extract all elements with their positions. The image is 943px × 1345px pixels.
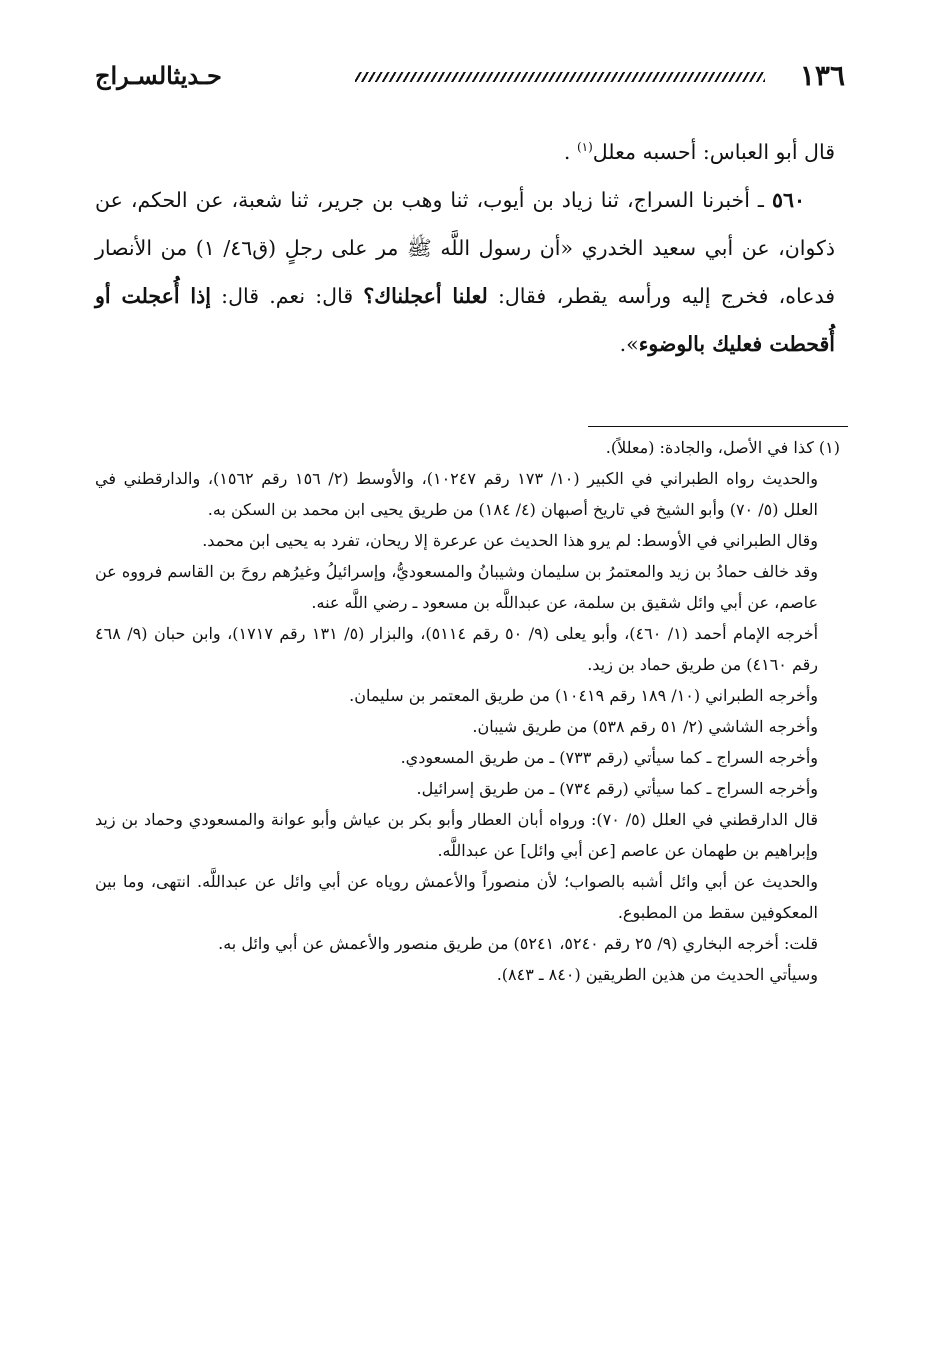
footnote-paragraph: قال الدارقطني في العلل (٥/ ٧٠): ورواه أبان العطار وأبو بكر بن عياش وأبو عوانة والمسعودي وحماد بن زيد وإبراهيم بن طهمان عن عاصم [عن أبي وائل] عن عبداللَّه. xyxy=(95,810,819,860)
running-title: حـديثالسـراج xyxy=(95,61,222,90)
footnote-ref: (١) xyxy=(576,140,593,155)
intro-text: قال أبو العباس: أحسبه معلل xyxy=(592,140,835,164)
hadith-text-part-2: قال: نعم. قال: xyxy=(210,284,364,308)
footnote-paragraph: وقد خالف حمادُ بن زيد والمعتمرُ بن سليمان وشيبانُ والمسعوديُّ، وإسرائيلُ وغيرُهم روحَ بن القاسم فرووه عن عاصم، عن أبي وائل شقيق بن سلمة، عن عبداللَّه بن مسعود ـ رضي اللَّه عنه. xyxy=(95,562,818,612)
header-divider xyxy=(355,72,765,82)
footnote-paragraph: وأخرجه السراج ـ كما سيأتي (رقم ٧٣٣) ـ من طريق المسعودي. xyxy=(400,748,818,767)
footnote-separator xyxy=(588,426,848,427)
hadith-bold-phrase-2: إذا أُعجلت أو أُقحطت فعليك بالوضوء xyxy=(95,284,835,356)
main-text xyxy=(95,128,835,368)
footnote-paragraph: والحديث عن أبي وائل أشبه بالصواب؛ لأن منصوراً والأعمش روياه عن أبي وائل عن عبداللَّه. انتهى، وما بين المعكوفين سقط من المطبوع. xyxy=(95,872,818,922)
footnote-paragraph: وأخرجه الشاشي (٢/ ٥١ رقم ٥٣٨) من طريق شيبان. xyxy=(472,717,818,736)
footnote-paragraph: قلت: أخرجه البخاري (٩/ ٢٥ رقم ٥٢٤٠، ٥٢٤١) من طريق منصور والأعمش عن أبي وائل به. xyxy=(218,934,818,953)
hadith-bold-phrase-1: لعلنا أعجلناك؟ xyxy=(363,284,488,308)
footnote-paragraph: والحديث رواه الطبراني في الكبير (١٠/ ١٧٣ رقم ١٠٢٤٧)، والأوسط (٢/ ١٥٦ رقم ١٥٦٢)، والدارقطني في العلل (٥/ ٧٠) وأبو الشيخ في تاريخ أصبهان (٤/ ١٨٤) من طريق يحيى ابن محمد بن السكن به. xyxy=(95,469,819,519)
hadith-paragraph xyxy=(95,176,835,368)
hadith-text-part-1: ـ أخبرنا السراج، ثنا زياد بن أيوب، ثنا وهب بن جرير، ثنا شعبة، عن الحكم، عن ذكوان، عن أبي سعيد الخدري «أن رسول اللَّه ﷺ مر على رجلٍ (ق٤٦/ ١) من الأنصار فدعاه، فخرج إليه ورأسه يقطر، فقال: xyxy=(95,188,836,308)
footnote-paragraph: أخرجه الإمام أحمد (١/ ٤٦٠)، وأبو يعلى (٩/ ٥٠ رقم ٥١١٤)، والبزار (٥/ ١٣١ رقم ١٧١٧)، وابن حبان (٩/ ٤٦٨ رقم ٤١٦٠) من طريق حماد بن زيد. xyxy=(95,624,819,674)
footnote-paragraph: وسيأتي الحديث من هذين الطريقين (٨٤٠ ـ ٨٤٣). xyxy=(496,965,818,984)
footnote-paragraph: وأخرجه الطبراني (١٠/ ١٨٩ رقم ١٠٤١٩) من طريق المعتمر بن سليمان. xyxy=(349,686,818,705)
hadith-number: ٥٦٠ xyxy=(771,188,805,212)
page-header xyxy=(95,58,845,98)
footnote-paragraph: وأخرجه السراج ـ كما سيأتي (رقم ٧٣٤) ـ من طريق إسرائيل. xyxy=(416,779,818,798)
footnote-paragraph: وقال الطبراني في الأوسط: لم يرو هذا الحديث عن عرعرة إلا ريحان، تفرد به يحيى ابن محمد. xyxy=(202,531,818,550)
intro-paragraph xyxy=(95,128,835,176)
page-number: ١٣٦ xyxy=(799,59,845,92)
footnote-paragraph: (١) كذا في الأصل، والجادة: (معللاً). xyxy=(605,438,840,457)
footnotes xyxy=(95,432,840,990)
hadith-end: ». xyxy=(619,332,639,356)
intro-end: . xyxy=(563,140,577,164)
